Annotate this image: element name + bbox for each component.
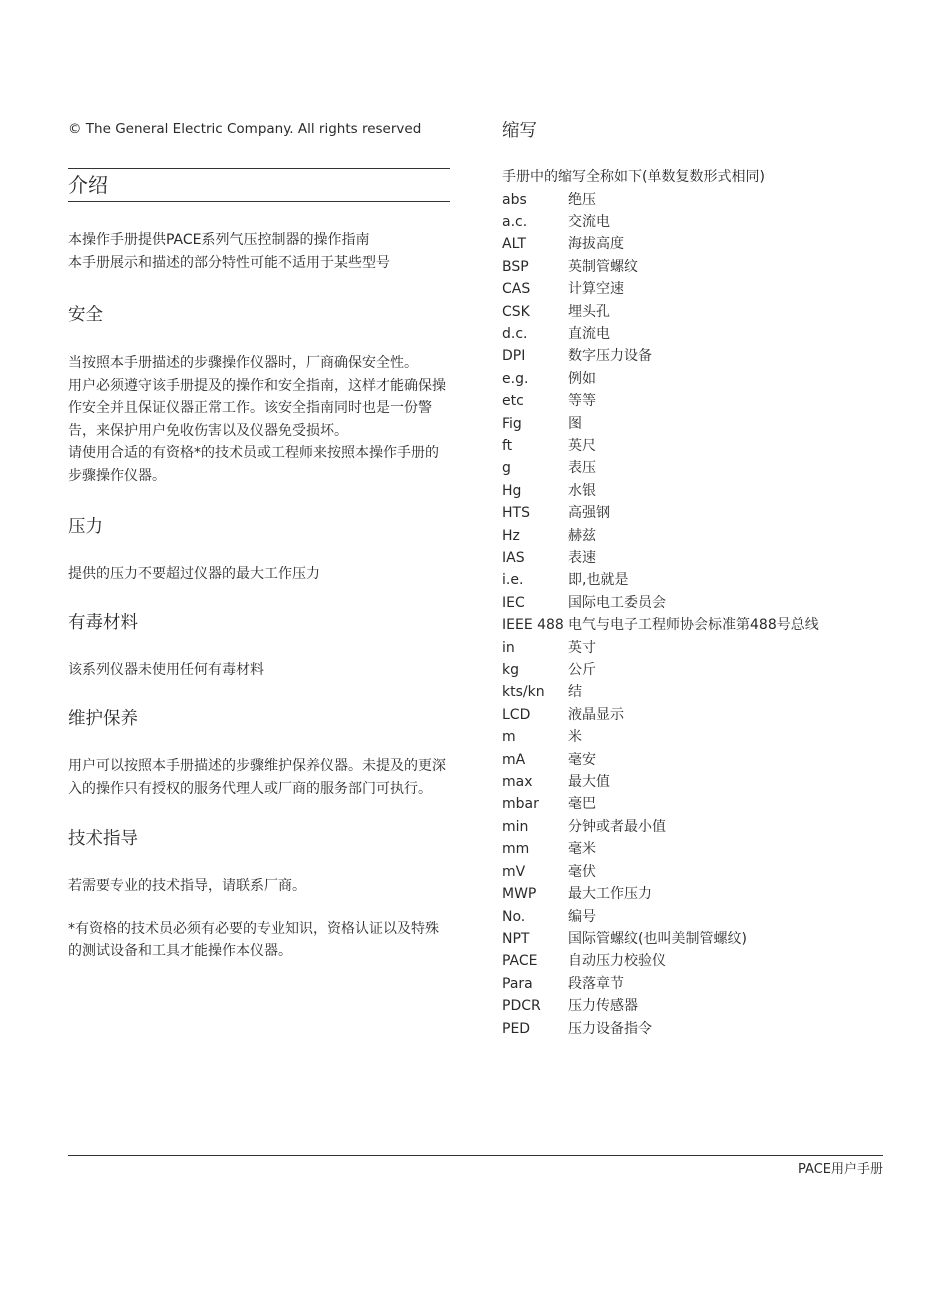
abbreviation-term: min bbox=[502, 818, 529, 835]
abbreviation-definition: 等等 bbox=[568, 393, 596, 410]
abbreviation-term: Fig bbox=[502, 415, 522, 432]
abbreviation-row bbox=[502, 928, 892, 950]
abbreviation-row bbox=[502, 883, 892, 905]
abbreviation-definition: 数字压力设备 bbox=[568, 348, 652, 365]
abbreviation-row bbox=[502, 749, 892, 771]
abbreviation-row bbox=[502, 390, 892, 412]
abbreviation-term: BSP bbox=[502, 258, 529, 275]
abbreviation-row bbox=[502, 413, 892, 435]
abbreviation-definition: 自动压力校验仪 bbox=[568, 953, 666, 970]
abbreviation-term: PED bbox=[502, 1020, 531, 1037]
abbreviation-row bbox=[502, 995, 892, 1017]
pressure-text: 提供的压力不要超过仪器的最大工作压力 bbox=[68, 566, 320, 582]
abbreviation-definition: 压力传感器 bbox=[568, 998, 638, 1015]
abbreviations-heading: 缩写 bbox=[502, 121, 537, 141]
abbreviation-definition: 赫兹 bbox=[568, 527, 596, 544]
abbreviation-row bbox=[502, 906, 892, 928]
abbreviation-term: mA bbox=[502, 751, 526, 768]
abbreviation-term: g bbox=[502, 460, 511, 477]
support-heading: 技术指导 bbox=[68, 829, 138, 849]
abbreviations-list bbox=[502, 189, 892, 1040]
abbreviation-term: Hz bbox=[502, 527, 520, 544]
abbreviation-row bbox=[502, 637, 892, 659]
support-text: 若需要专业的技术指导，请联系厂商。 bbox=[68, 878, 306, 894]
abbreviation-definition: 米 bbox=[568, 729, 582, 746]
abbreviation-row bbox=[502, 457, 892, 479]
maintenance-heading: 维护保养 bbox=[68, 709, 138, 729]
abbreviation-definition: 埋头孔 bbox=[568, 303, 610, 320]
abbreviation-term: Para bbox=[502, 975, 533, 992]
abbreviation-term: CAS bbox=[502, 281, 531, 298]
abbreviation-definition: 毫安 bbox=[568, 751, 596, 768]
abbreviation-row bbox=[502, 704, 892, 726]
abbreviation-definition: 毫巴 bbox=[568, 796, 596, 813]
abbreviation-term: IEC bbox=[502, 594, 525, 611]
abbreviation-definition: 高强钢 bbox=[568, 505, 610, 522]
abbreviation-term: No. bbox=[502, 908, 526, 925]
abbreviation-row bbox=[502, 592, 892, 614]
abbreviation-term: kts/kn bbox=[502, 684, 545, 701]
abbreviation-term: in bbox=[502, 639, 515, 656]
intro-line: 本操作手册提供PACE系列气压控制器的操作指南 bbox=[68, 232, 370, 248]
abbreviation-term: LCD bbox=[502, 706, 531, 723]
abbreviation-definition: 表速 bbox=[568, 550, 596, 566]
abbreviation-term: IEEE 488 bbox=[502, 617, 564, 634]
abbreviation-term: m bbox=[502, 729, 516, 746]
abbreviation-row bbox=[502, 301, 892, 323]
safety-paragraph: 当按照本手册描述的步骤操作仪器时，厂商确保安全性。 bbox=[68, 355, 418, 371]
intro-body bbox=[68, 229, 450, 274]
abbreviation-definition: 直流电 bbox=[568, 325, 610, 342]
abbreviation-term: MWP bbox=[502, 886, 537, 903]
left-column bbox=[68, 118, 450, 963]
abbreviation-row bbox=[502, 1018, 892, 1040]
safety-paragraph: 用户必须遵守该手册提及的操作和安全指南，这样才能确保操作安全并且保证仪器正常工作。该安全指南同时也是一份警告，来保护用户免收伤害以及仪器免受损坏。 bbox=[68, 377, 446, 439]
abbreviation-definition: 最大值 bbox=[568, 774, 610, 791]
abbreviation-term: ft bbox=[502, 437, 513, 454]
abbreviation-row bbox=[502, 614, 892, 636]
abbreviation-definition: 最大工作压力 bbox=[568, 886, 652, 903]
abbreviation-term: mbar bbox=[502, 796, 539, 813]
abbreviation-term: Hg bbox=[502, 482, 522, 499]
abbreviations-intro: 手册中的缩写全称如下(单数复数形式相同) bbox=[502, 169, 765, 185]
abbreviation-term: etc bbox=[502, 393, 524, 410]
abbreviation-definition: 编号 bbox=[568, 908, 596, 925]
safety-paragraph: 请使用合适的有资格*的技术员或工程师来按照本操作手册的步骤操作仪器。 bbox=[68, 445, 439, 484]
safety-body bbox=[68, 352, 450, 487]
abbreviation-row bbox=[502, 256, 892, 278]
abbreviation-term: NPT bbox=[502, 930, 530, 947]
qualification-note: *有资格的技术员必须有必要的专业知识，资格认证以及特殊的测试设备和工具才能操作本仪器。 bbox=[68, 920, 439, 959]
abbreviation-row bbox=[502, 569, 892, 591]
abbreviation-definition: 国际管螺纹(也叫美制管螺纹) bbox=[568, 930, 747, 947]
pressure-heading: 压力 bbox=[68, 517, 103, 537]
abbreviation-row bbox=[502, 345, 892, 367]
abbreviation-definition: 分钟或者最小值 bbox=[568, 818, 666, 835]
abbreviation-term: abs bbox=[502, 191, 527, 208]
maintenance-text: 用户可以按照本手册描述的步骤维护保养仪器。未提及的更深入的操作只有授权的服务代理人或厂商的服务部门可执行。 bbox=[68, 758, 446, 797]
abbreviation-row bbox=[502, 211, 892, 233]
intro-heading: 介绍 bbox=[68, 173, 108, 197]
abbreviation-row bbox=[502, 189, 892, 211]
abbreviation-term: d.c. bbox=[502, 325, 528, 342]
abbreviation-definition: 英寸 bbox=[568, 639, 596, 656]
abbreviation-term: IAS bbox=[502, 550, 525, 566]
abbreviation-term: CSK bbox=[502, 303, 530, 320]
abbreviation-row bbox=[502, 726, 892, 748]
abbreviation-row bbox=[502, 950, 892, 972]
abbreviation-row bbox=[502, 233, 892, 255]
abbreviation-definition: 即,也就是 bbox=[568, 572, 629, 589]
abbreviation-row bbox=[502, 816, 892, 838]
abbreviation-definition: 海拔高度 bbox=[568, 236, 624, 253]
toxic-text: 该系列仪器未使用任何有毒材料 bbox=[68, 661, 264, 678]
abbreviation-definition: 表压 bbox=[568, 460, 596, 477]
abbreviation-definition: 液晶显示 bbox=[568, 706, 624, 723]
abbreviation-term: PDCR bbox=[502, 998, 541, 1015]
abbreviation-row bbox=[502, 278, 892, 300]
abbreviation-row bbox=[502, 681, 892, 703]
abbreviation-definition: 结 bbox=[568, 684, 582, 701]
abbreviation-definition: 电气与电子工程师协会标准第488号总线 bbox=[568, 617, 819, 634]
safety-heading: 安全 bbox=[68, 305, 103, 325]
abbreviation-definition: 水银 bbox=[568, 482, 596, 499]
abbreviation-definition: 毫伏 bbox=[568, 863, 596, 880]
abbreviation-term: mV bbox=[502, 863, 526, 880]
abbreviation-row bbox=[502, 861, 892, 883]
abbreviation-row bbox=[502, 323, 892, 345]
abbreviation-row bbox=[502, 793, 892, 815]
footer-rule bbox=[68, 1155, 883, 1156]
abbreviation-row bbox=[502, 973, 892, 995]
abbreviation-definition: 图 bbox=[568, 415, 582, 432]
abbreviation-row bbox=[502, 838, 892, 860]
abbreviations-column bbox=[502, 118, 892, 1040]
abbreviation-definition: 英制管螺纹 bbox=[568, 258, 638, 275]
abbreviation-definition: 公斤 bbox=[568, 662, 596, 679]
abbreviation-term: kg bbox=[502, 662, 519, 679]
abbreviation-definition: 英尺 bbox=[568, 437, 596, 454]
abbreviation-term: HTS bbox=[502, 505, 530, 522]
abbreviation-definition: 例如 bbox=[568, 370, 596, 387]
intro-rule-bottom bbox=[68, 201, 450, 202]
abbreviation-row bbox=[502, 525, 892, 547]
copyright-notice: © The General Electric Company. All rights reserved bbox=[68, 121, 422, 137]
abbreviation-term: i.e. bbox=[502, 572, 524, 589]
abbreviation-term: max bbox=[502, 774, 533, 791]
abbreviation-definition: 段落章节 bbox=[568, 975, 624, 992]
abbreviation-row bbox=[502, 480, 892, 502]
abbreviation-term: mm bbox=[502, 841, 530, 858]
abbreviation-row bbox=[502, 435, 892, 457]
abbreviation-row bbox=[502, 502, 892, 524]
abbreviation-definition: 压力设备指令 bbox=[568, 1020, 652, 1037]
abbreviation-term: e.g. bbox=[502, 370, 529, 387]
abbreviation-definition: 毫米 bbox=[568, 841, 596, 858]
footer-title: PACE用户手册 bbox=[798, 1162, 883, 1177]
abbreviation-term: PACE bbox=[502, 953, 538, 970]
abbreviation-term: ALT bbox=[502, 236, 527, 253]
abbreviation-term: DPI bbox=[502, 348, 526, 365]
abbreviation-definition: 计算空速 bbox=[568, 281, 624, 298]
abbreviation-definition: 国际电工委员会 bbox=[568, 594, 666, 611]
abbreviation-definition: 绝压 bbox=[568, 191, 596, 208]
abbreviation-row bbox=[502, 659, 892, 681]
intro-line: 本手册展示和描述的部分特性可能不适用于某些型号 bbox=[68, 254, 390, 271]
abbreviation-definition: 交流电 bbox=[568, 213, 610, 230]
abbreviation-row bbox=[502, 368, 892, 390]
abbreviation-row bbox=[502, 547, 892, 569]
abbreviation-term: a.c. bbox=[502, 213, 528, 230]
abbreviation-row bbox=[502, 771, 892, 793]
toxic-heading: 有毒材料 bbox=[68, 612, 138, 633]
